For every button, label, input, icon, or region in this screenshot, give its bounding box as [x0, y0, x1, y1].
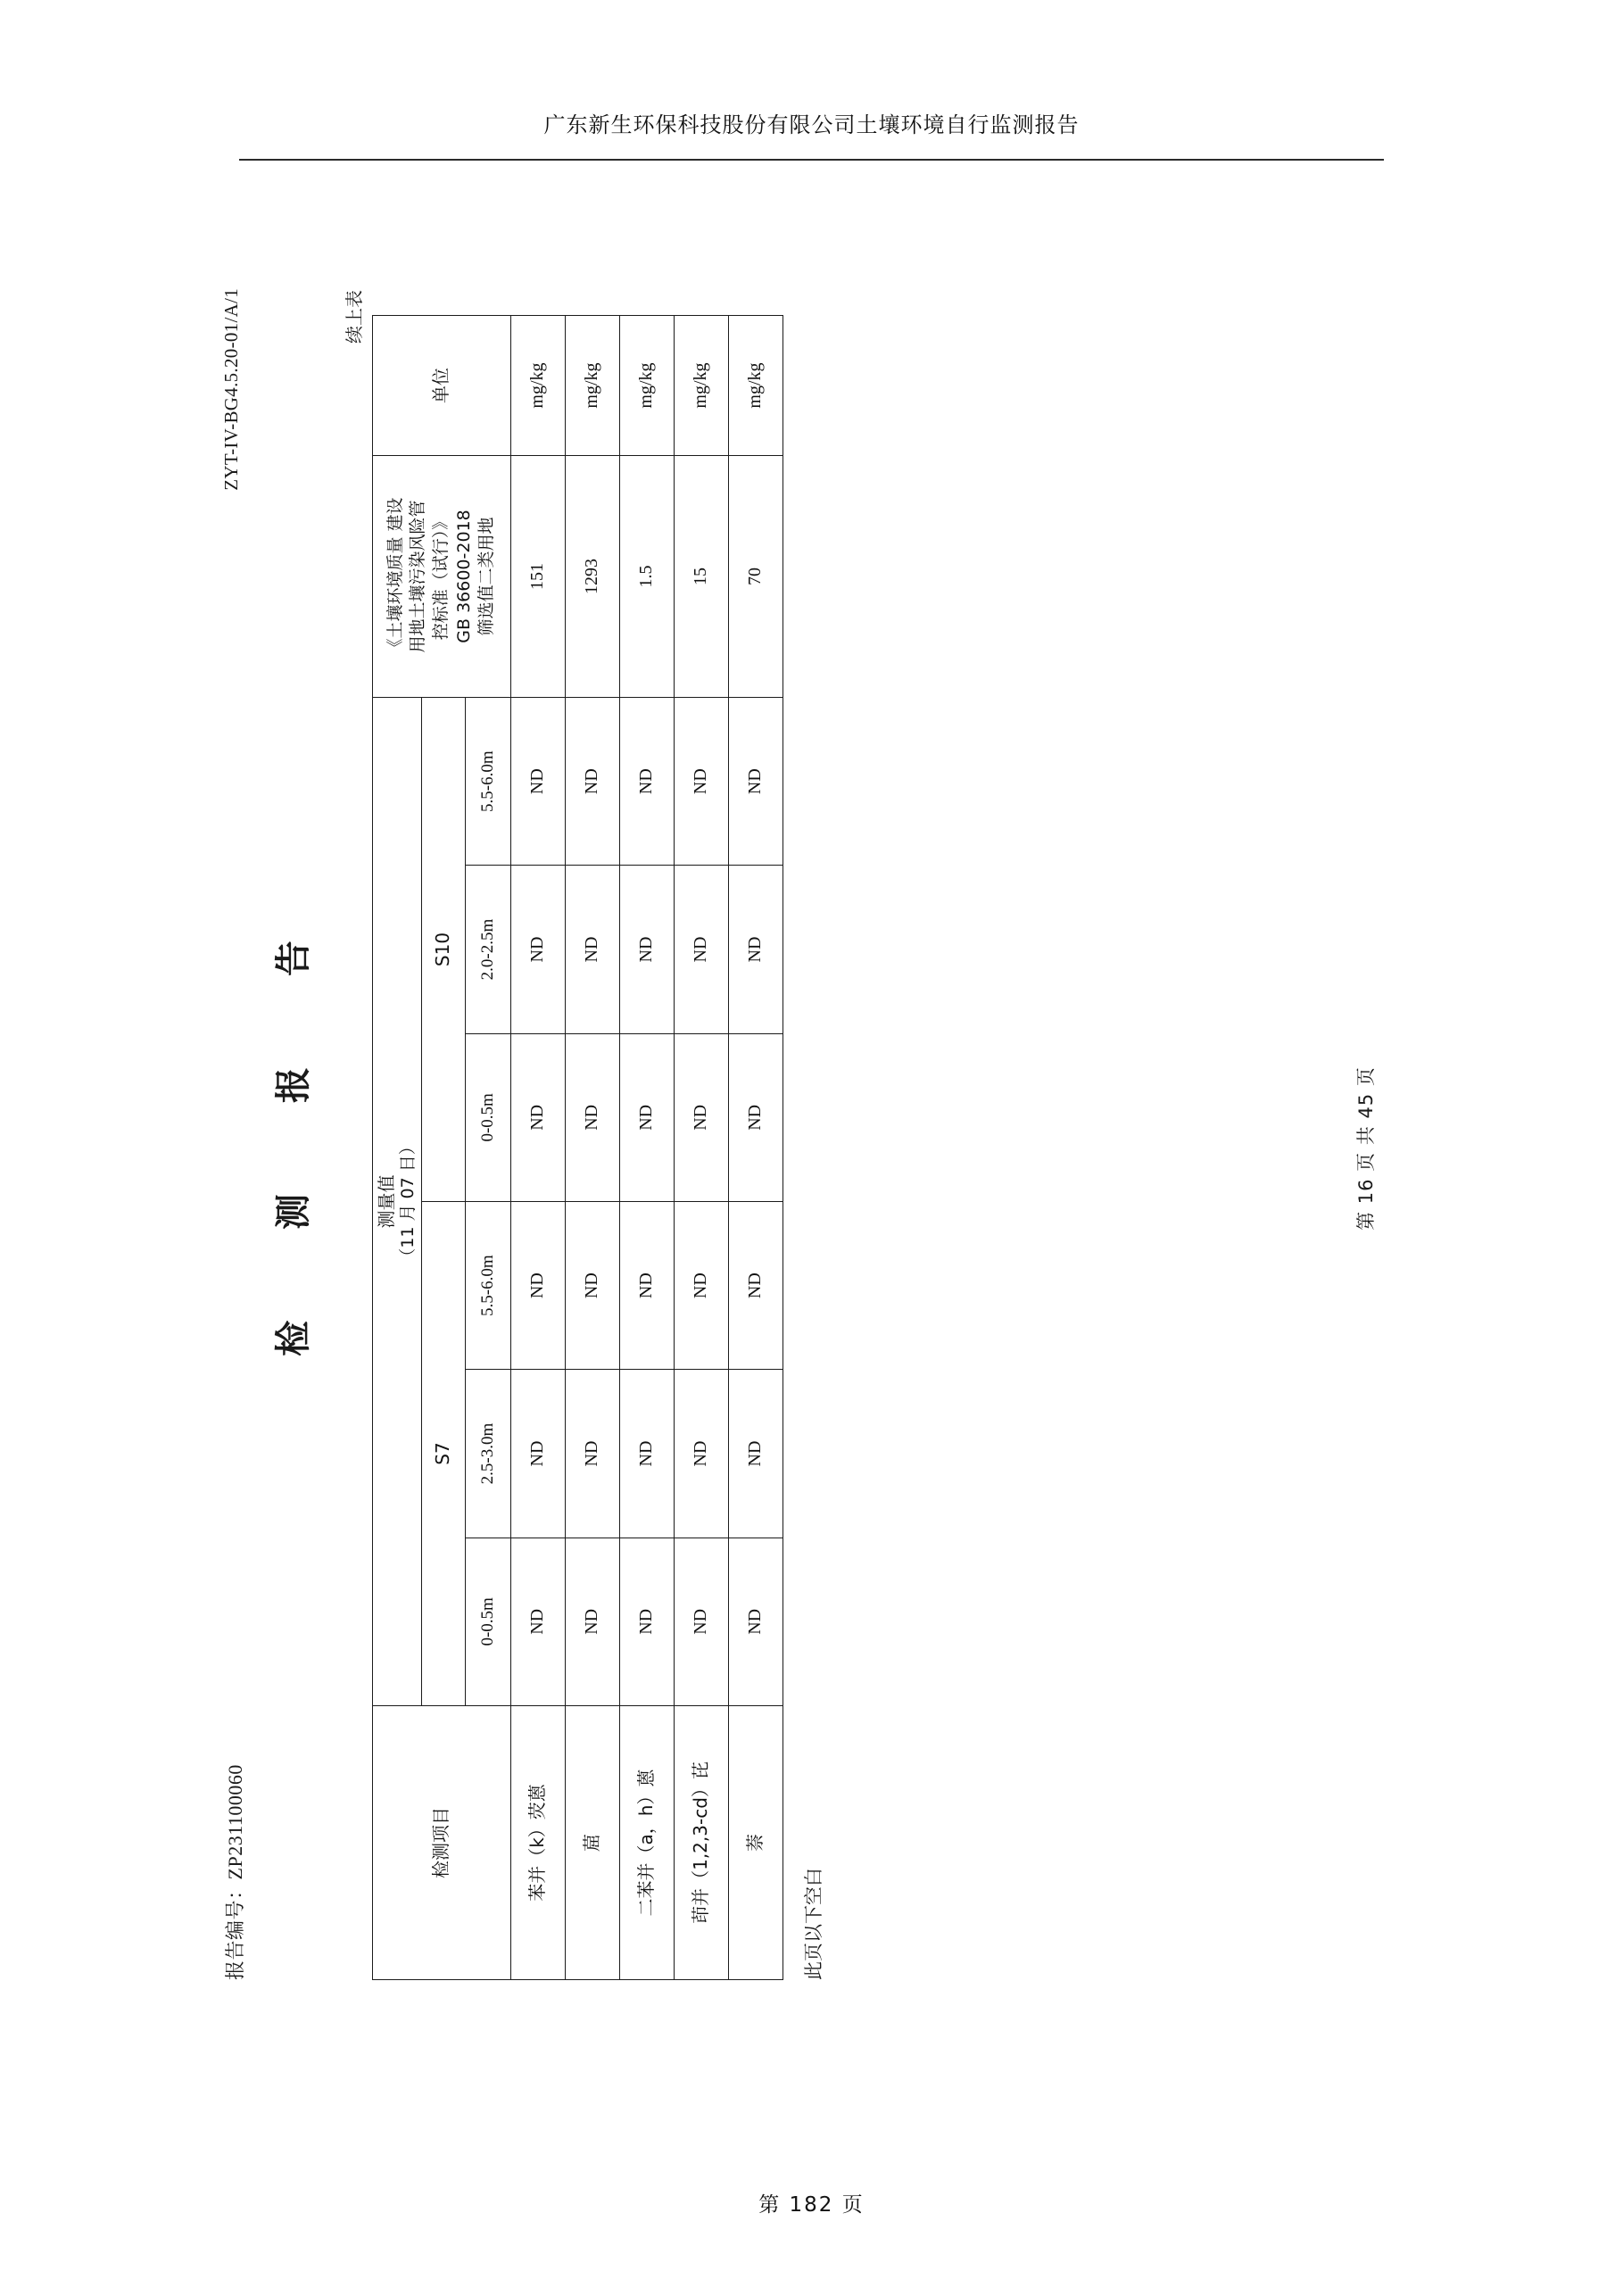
row-value: ND — [565, 697, 619, 865]
row-value: ND — [510, 1201, 565, 1369]
row-standard: 15 — [674, 455, 728, 697]
standard-line-5: 筛选值二类用地 — [476, 517, 496, 636]
row-value: ND — [728, 1033, 783, 1201]
row-value: ND — [674, 1369, 728, 1537]
row-value: ND — [565, 865, 619, 1032]
table-header-row-1 — [372, 315, 421, 1979]
report-page — [165, 211, 1459, 2085]
row-value: ND — [728, 1201, 783, 1369]
table-row — [565, 315, 619, 1979]
row-value: ND — [510, 1369, 565, 1537]
row-value: ND — [510, 697, 565, 865]
row-unit: mg/kg — [728, 315, 783, 455]
row-value: ND — [619, 1033, 674, 1201]
table-row — [510, 315, 565, 1979]
row-unit: mg/kg — [674, 315, 728, 455]
results-table — [372, 315, 783, 1980]
standard-line-4: GB 36600-2018 — [453, 509, 474, 643]
row-value: ND — [728, 865, 783, 1032]
standard-line-3: 控标准（试行）》 — [430, 512, 451, 640]
row-item-name: 二苯并（a，h）蒽 — [619, 1705, 674, 1979]
table-row — [728, 315, 783, 1979]
row-item-name: 茚并（1,2,3-cd）芘 — [674, 1705, 728, 1979]
table-row — [674, 315, 728, 1979]
row-value: ND — [674, 865, 728, 1032]
row-item-name: 苯并（k）荧蒽 — [510, 1705, 565, 1979]
table-row — [619, 315, 674, 1979]
point-header-s10: S10 — [421, 697, 465, 1201]
depth-header-s10-3: 5.5-6.0m — [465, 697, 510, 865]
row-value: ND — [728, 697, 783, 865]
row-standard: 151 — [510, 455, 565, 697]
row-value: ND — [565, 1201, 619, 1369]
row-value: ND — [619, 1201, 674, 1369]
row-value: ND — [619, 1369, 674, 1537]
row-item-name: 萘 — [728, 1705, 783, 1979]
blank-below-note: 此页以下空白 — [802, 1867, 824, 1980]
row-value: ND — [619, 1538, 674, 1705]
row-value: ND — [728, 1538, 783, 1705]
row-unit: mg/kg — [565, 315, 619, 455]
row-value: ND — [510, 865, 565, 1032]
depth-header-s7-3: 5.5-6.0m — [465, 1201, 510, 1369]
page-title: 检 测 报 告 — [272, 900, 314, 1356]
report-page-number: 第 16 页 共 45 页 — [1354, 1065, 1377, 1231]
row-value: ND — [674, 1033, 728, 1201]
standard-line-1: 《土壤环境质量 建设 — [385, 496, 405, 656]
column-header-item: 检测项目 — [372, 1705, 510, 1979]
row-standard: 1293 — [565, 455, 619, 697]
continued-note: 续上表 — [343, 289, 365, 344]
header-divider — [239, 159, 1384, 161]
row-value: ND — [619, 865, 674, 1032]
row-value: ND — [674, 1201, 728, 1369]
row-value: ND — [674, 697, 728, 865]
depth-header-s7-2: 2.5-3.0m — [465, 1369, 510, 1537]
rotated-report-body — [165, 211, 1459, 2085]
report-number-label: 报告编号： — [223, 1878, 246, 1980]
row-item-name: 䓛 — [565, 1705, 619, 1979]
page-footer: 第 182 页 — [758, 2193, 865, 2217]
standard-line-2: 用地土壤污染风险管 — [407, 500, 427, 653]
row-unit: mg/kg — [510, 315, 565, 455]
column-header-measured — [372, 697, 421, 1705]
column-header-unit: 单位 — [372, 315, 510, 455]
row-standard: 70 — [728, 455, 783, 697]
row-value: ND — [565, 1033, 619, 1201]
column-header-standard — [372, 455, 510, 697]
depth-header-s10-1: 0-0.5m — [465, 1033, 510, 1201]
measured-label: 测量值 — [375, 1174, 397, 1228]
running-header: 广东新生环保科技股份有限公司土壤环境自行监测报告 — [543, 112, 1080, 137]
document-code: ZYT-IV-BG4.5.20-01/A/1 — [219, 287, 242, 491]
row-unit: mg/kg — [619, 315, 674, 455]
row-value: ND — [674, 1538, 728, 1705]
report-number-value: ZP231100060 — [223, 1763, 246, 1879]
row-value: ND — [510, 1538, 565, 1705]
depth-header-s7-1: 0-0.5m — [465, 1538, 510, 1705]
row-standard: 1.5 — [619, 455, 674, 697]
row-value: ND — [619, 697, 674, 865]
report-number — [220, 1764, 248, 1980]
row-value: ND — [565, 1538, 619, 1705]
row-value: ND — [728, 1369, 783, 1537]
row-value: ND — [510, 1033, 565, 1201]
point-header-s7: S7 — [421, 1201, 465, 1705]
depth-header-s10-2: 2.0-2.5m — [465, 865, 510, 1032]
row-value: ND — [565, 1369, 619, 1537]
measured-date: （11 月 07 日） — [397, 1137, 418, 1265]
